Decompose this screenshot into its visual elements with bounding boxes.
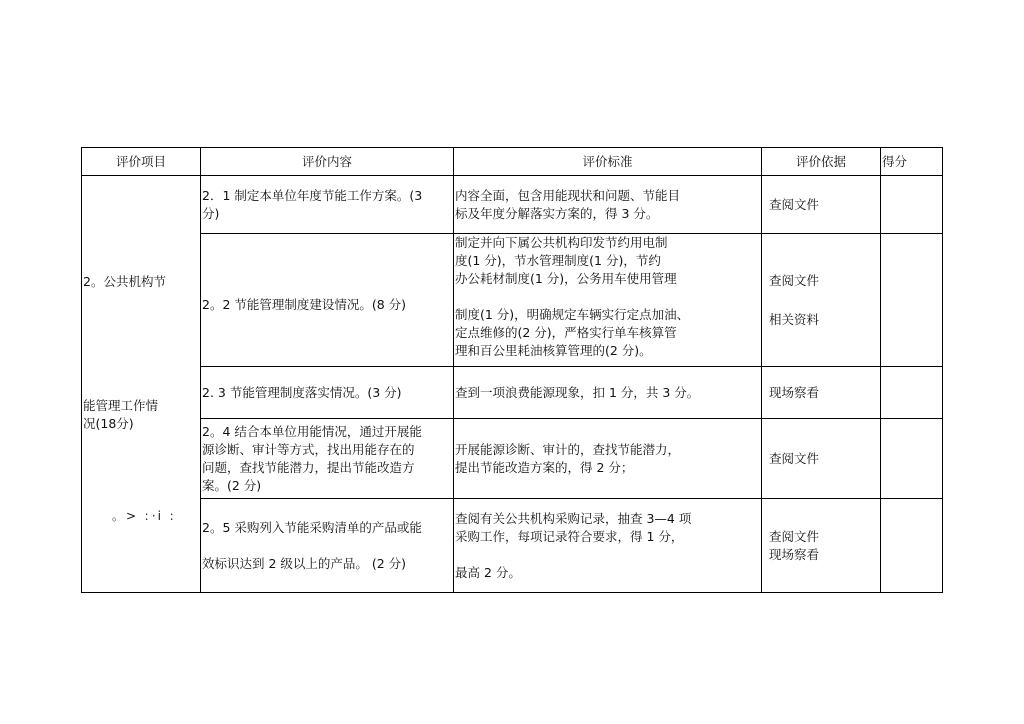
- score-cell: [881, 234, 943, 367]
- basis-line: [769, 290, 879, 308]
- standard-line: 最高 2 分。: [455, 564, 521, 580]
- basis-line: 相关资料: [769, 311, 820, 327]
- standard-line: 开展能源诊断、审计的，查找节能潜力，: [455, 441, 681, 457]
- basis-cell: [762, 176, 881, 234]
- table-row: [82, 419, 943, 499]
- basis-line: 现场察看: [769, 384, 820, 400]
- standard-cell: [454, 499, 762, 593]
- standard-line: 制定并向下属公共机构印发节约用电制: [455, 235, 668, 250]
- basis-line: 现场察看: [769, 546, 820, 562]
- basis-line: 查阅文件: [769, 196, 820, 212]
- table-row: [82, 176, 943, 234]
- standard-line: 提出节能改造方案的，得 2 分；: [455, 459, 634, 475]
- standard-line: 查到一项浪费能源现象，扣 1 分，共 3 分。: [455, 384, 700, 400]
- basis-cell: [762, 499, 881, 593]
- content-cell: [201, 367, 454, 419]
- item-stray-marks: 。> ：·i ：: [112, 509, 183, 523]
- content-line: 2。4 结合本单位用能情况，通过开展能: [202, 423, 422, 439]
- standard-cell: [454, 367, 762, 419]
- content-line: 2．1 制定本单位年度节能工作方案。(3: [202, 187, 423, 203]
- content-line: 问题，查找节能潜力，提出节能改造方: [202, 459, 415, 475]
- standard-line: 办公耗材制度(1 分)，公务用车使用管理: [455, 271, 677, 286]
- item-label-line2: 能管理工作情: [83, 398, 159, 413]
- standard-cell: [454, 419, 762, 499]
- evaluation-item-cell: [82, 176, 201, 593]
- basis-cell: [762, 234, 881, 367]
- content-line: 案。(2 分): [202, 477, 262, 493]
- standard-line: 定点维修的(2 分)，严格实行单车核算管: [455, 325, 677, 340]
- standard-cell: [454, 176, 762, 234]
- content-line: 2。5 采购列入节能采购清单的产品或能: [202, 519, 422, 535]
- content-cell: [201, 176, 454, 234]
- standard-line: 度(1 分)，节水管理制度(1 分)，节约: [455, 253, 661, 268]
- content-line: 2。2 节能管理制度建设情况。(8 分): [202, 297, 407, 312]
- header-item: 评价项目: [82, 148, 201, 176]
- score-cell: [881, 367, 943, 419]
- header-score: 得分: [881, 148, 943, 176]
- standard-line: 标及年度分解落实方案的，得 3 分。: [455, 205, 659, 221]
- content-line: 分): [202, 205, 220, 221]
- content-line: 2. 3 节能管理制度落实情况。(3 分): [202, 384, 402, 400]
- standard-cell: [454, 234, 762, 367]
- content-cell: [201, 499, 454, 593]
- item-label-line1: 2。公共机构节: [83, 274, 166, 289]
- standard-line: 内容全面，包含用能现状和问题、节能目: [455, 187, 681, 203]
- standard-line: [455, 546, 760, 564]
- basis-cell: [762, 419, 881, 499]
- basis-line: 查阅文件: [769, 450, 820, 466]
- standard-line: 采购工作，每项记录符合要求，得 1 分，: [455, 528, 684, 544]
- basis-cell: [762, 367, 881, 419]
- standard-line: 查阅有关公共机构采购记录，抽查 3—4 项: [455, 510, 692, 526]
- content-cell: [201, 419, 454, 499]
- basis-line: 查阅文件: [769, 528, 820, 544]
- standard-line: 制度(1 分)，明确规定车辆实行定点加油、: [455, 307, 690, 322]
- content-line: [202, 537, 452, 555]
- basis-line: 查阅文件: [769, 272, 820, 288]
- table-row: [82, 234, 943, 367]
- item-label-line3: 况(18分): [83, 416, 134, 431]
- header-basis: 评价依据: [762, 148, 881, 176]
- content-cell: [201, 234, 454, 367]
- header-standard: 评价标准: [454, 148, 762, 176]
- content-line: 源诊断、审计等方式，找出用能存在的: [202, 441, 415, 457]
- content-line: 效标识达到 2 级以上的产品。 (2 分): [202, 555, 407, 571]
- table-row: [82, 499, 943, 593]
- evaluation-table: [81, 147, 943, 593]
- table-row: [82, 367, 943, 419]
- score-cell: [881, 419, 943, 499]
- standard-line: 理和百公里耗油核算管理的(2 分)。: [455, 343, 652, 358]
- header-content: 评价内容: [201, 148, 454, 176]
- score-cell: [881, 499, 943, 593]
- score-cell: [881, 176, 943, 234]
- standard-line: [455, 288, 760, 306]
- header-row: [82, 148, 943, 176]
